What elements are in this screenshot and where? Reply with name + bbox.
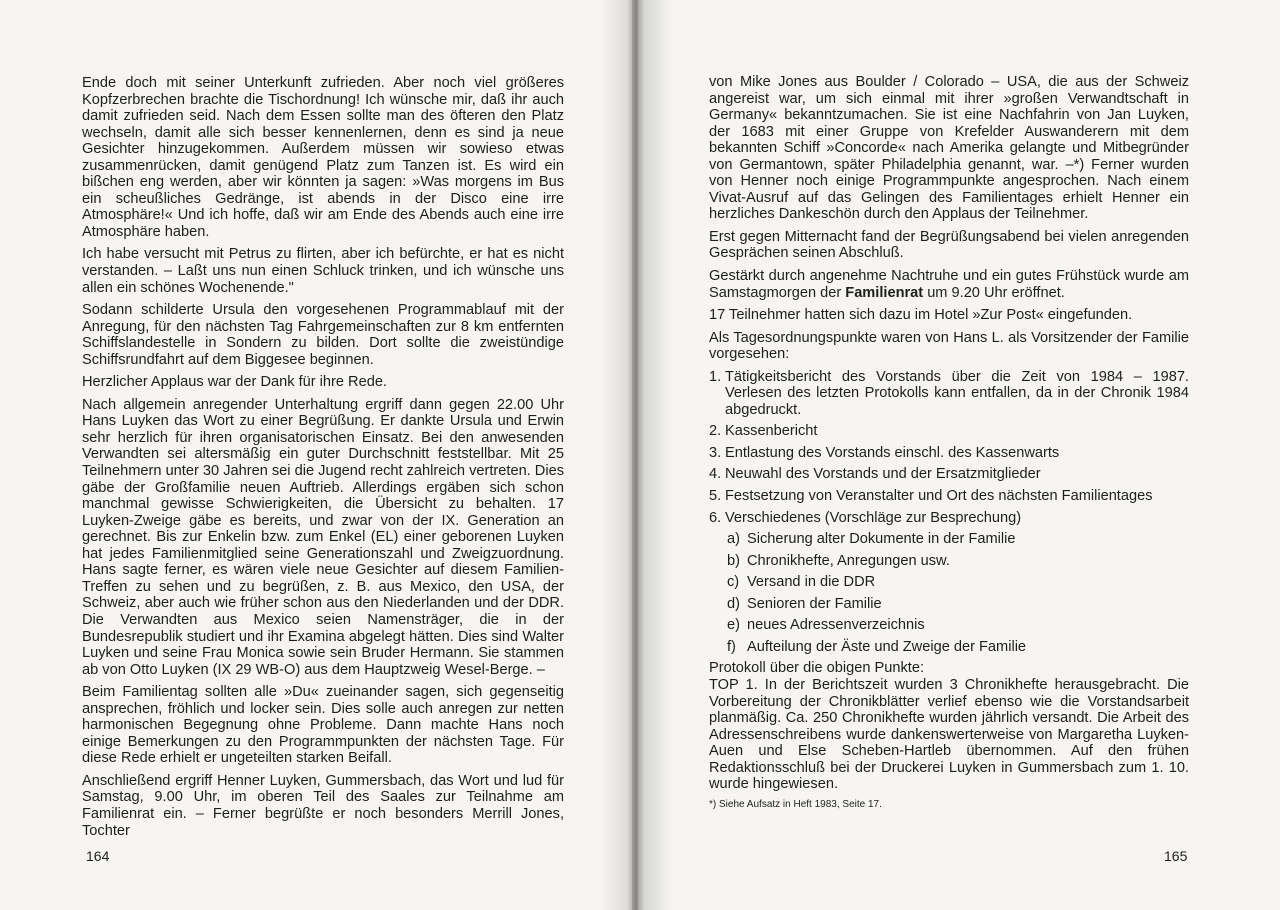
- agenda-subitem: [727, 574, 1189, 591]
- text-run: um 9.20 Uhr eröffnet.: [923, 284, 1065, 301]
- subitem-text: Versand in die DDR: [747, 574, 876, 591]
- agenda-number: 4.: [709, 466, 722, 483]
- agenda-subitem: [727, 596, 1189, 613]
- agenda-item: [709, 445, 1189, 462]
- subitem-text: neues Adressenverzeichnis: [747, 617, 925, 634]
- page-number: 164: [86, 848, 110, 864]
- footnote: *) Siehe Aufsatz in Heft 1983, Seite 17.: [709, 798, 882, 810]
- agenda-text: Tätigkeitsbericht des Vorstands über die Zeit von 1984 – 1987. Verlesen des letzten Protokolls kann entfallen, da in der Chronik 1984 abgedruckt.: [725, 368, 1189, 418]
- agenda-text: Entlastung des Vorstands einschl. des Kassenwarts: [725, 444, 1060, 461]
- paragraph: Erst gegen Mitternacht fand der Begrüßungsabend bei vielen anregenden Gesprächen seinen Abschluß.: [709, 228, 1189, 262]
- paragraph: Ich habe versucht mit Petrus zu flirten, aber ich befürchte, er hat es nicht verstanden. – Laßt uns nun einen Schluck trinken, und ich wünsche uns allen ein schönes Wochenende.": [82, 246, 564, 296]
- agenda-text: Festsetzung von Veranstalter und Ort des nächsten Familientages: [725, 488, 1153, 505]
- paragraph: Als Tagesordnungspunkte waren von Hans L. als Vorsitzender der Familie vorgesehen:: [709, 329, 1189, 363]
- agenda-list: [709, 369, 1189, 526]
- subitem-letter: e): [727, 617, 740, 634]
- subitem-text: Chronikhefte, Anregungen usw.: [747, 552, 950, 569]
- paragraph: 17 Teilnehmer hatten sich dazu im Hotel »Zur Post« eingefunden.: [709, 307, 1133, 324]
- subitem-text: Senioren der Familie: [747, 595, 882, 612]
- paragraph: von Mike Jones aus Boulder / Colorado – USA, die aus der Schweiz angereist war, um sich einmal mit ihrer »großen Verwandtschaft in Germany« bekanntzumachen. Sie ist eine Nachfahrin von Jan Luyken, der 1683 mit einer Gruppe von Krefelder Auswanderern mit dem bekannten Schiff »Concorde« nach Amerika gelangte und Mitbegründer von Germantown, später Philadelphia genannt, war. –*) Ferner wurden von Henner noch einige Programmpunkte angesprochen. Nach einem Vivat-Ausruf auf das Gelingen des Familientages erhielt Henner ein herzliches Dankeschön durch den Applaus der Teilnehmer.: [709, 74, 1189, 223]
- agenda-subitem: [727, 617, 1189, 634]
- left-text-column: [82, 75, 564, 845]
- page-number: 165: [1164, 848, 1188, 864]
- bold-term: Familienrat: [845, 284, 924, 301]
- agenda-number: 3.: [709, 444, 722, 461]
- subitem-text: Sicherung alter Dokumente in der Familie: [747, 531, 1016, 548]
- protocol-heading: Protokoll über die obigen Punkte:: [709, 660, 924, 677]
- paragraph: Nach allgemein anregender Unterhaltung ergriff dann gegen 22.00 Uhr Hans Luyken das Wort zu einer Begrüßung. Er dankte Ursula und Erwin sehr herzlich für ihren organisatorischen Einsatz. Bei den anwesenden Verwandten sei altersmäßig ein guter Durchschnitt feststellbar. Mit 25 Teilnehmern unter 30 Jahren sei die Jugend recht zahlreich vertreten. Dies gäbe der Großfamilie neuen Auftrieb. Allerdings ergäben sich schon manchmal gewisse Schwierigkeiten, die Übersicht zu behalten. 17 Luyken-Zweige gäbe es bereits, und zwar von der IX. Generation an gerechnet. Bis zur Enkelin bzw. zum Enkel (EL) einer geborenen Luyken hat jedes Familienmitglied seine Generationszahl und Zweigzuordnung. Hans sagte ferner, es wären viele neue Gesichter auf diesem Familien-Treffen zu sehen und zu begrüßen, z. B. aus Mexico, den USA, der Schweiz, aber auch wie früher schon aus den Niederlanden und der DDR. Die Verwandten aus Mexico seien Namensträger, die in der Bundesrepublik studiert und ihr Examina abgelegt hätten. Dies sind Walter Luyken und seine Frau Monica sowie sein Bruder Hermann. Sie stammen ab von Otto Luyken (IX 29 WB-O) aus dem Hauptzweig Wesel-Berge. –: [82, 396, 564, 678]
- subitem-text: Aufteilung der Äste und Zweige der Familie: [747, 638, 1027, 655]
- agenda-item: [709, 369, 1189, 419]
- subitem-letter: f): [727, 638, 736, 655]
- agenda-text: Verschiedenes (Vorschläge zur Besprechung): [725, 509, 1022, 526]
- agenda-item: [709, 423, 1189, 440]
- agenda-item: [709, 488, 1189, 505]
- subitem-letter: c): [727, 574, 740, 591]
- paragraph: Ende doch mit seiner Unterkunft zufrieden. Aber noch viel größeres Kopfzerbrechen brachte die Tischordnung! Ich wünsche mir, daß ihr auch damit zufrieden seid. Nach dem Essen sollte man des öfteren den Platz wechseln, damit alle sich besser kennenlernen, denn es sind ja neue Gesichter hinzugekommen. Außerdem müssen wir sowieso etwas zusammenrücken, damit genügend Platz zum Tanzen ist. Es wird ein bißchen eng werden, aber wir könnten ja sagen: »Was morgens im Bus ein scheußliches Gedränge, ist abends in der Disco eine irre Atmosphäre!« Und ich hoffe, daß wir am Ende des Abends auch eine irre Atmosphäre haben.: [82, 75, 564, 240]
- agenda-item: [709, 466, 1189, 483]
- agenda-text: Neuwahl des Vorstands und der Ersatzmitglieder: [725, 466, 1041, 483]
- right-text-column: [709, 74, 1189, 811]
- paragraph: Beim Familientag sollten alle »Du« zueinander sagen, sich gegenseitig ansprechen, fröhlich und locker sein. Dies solle auch anregen zur netten harmonischen Begegnung ohne Probleme. Dann machte Hans noch einige Bemerkungen zu den Programmpunkten der nächsten Tage. Für diese Rede erhielt er ungeteilten starken Beifall.: [82, 684, 564, 767]
- paragraph: Sodann schilderte Ursula den vorgesehenen Programmablauf mit der Anregung, für den nächsten Tag Fahrgemeinschaften zur 8 km entfernten Schiffslandestelle in Sondern zu bilden. Dort sollte die zweistündige Schiffsrundfahrt auf dem Biggesee beginnen.: [82, 302, 564, 368]
- agenda-subitem: [727, 639, 1189, 656]
- subitem-letter: b): [727, 552, 740, 569]
- agenda-number: 6.: [709, 509, 722, 526]
- agenda-subitems: [709, 531, 1189, 655]
- agenda-item: [709, 510, 1189, 527]
- agenda-number: 5.: [709, 488, 722, 505]
- agenda-number: 2.: [709, 423, 722, 440]
- paragraph: Anschließend ergriff Henner Luyken, Gummersbach, das Wort und lud für Samstag, 9.00 Uhr, im oberen Teil des Saales zur Teilnahme am Familienrat ein. – Ferner begrüßte er noch besonders Merrill Jones, Tochter: [82, 772, 564, 839]
- left-page: [0, 0, 632, 910]
- paragraph: Herzlicher Applaus war der Dank für ihre Rede.: [82, 374, 387, 391]
- agenda-subitem: [727, 553, 1189, 570]
- paragraph: [709, 268, 1189, 301]
- right-page: [638, 0, 1280, 910]
- agenda-number: 1.: [709, 368, 722, 385]
- subitem-letter: d): [727, 595, 740, 612]
- subitem-letter: a): [727, 531, 740, 548]
- agenda-subitem: [727, 531, 1189, 548]
- agenda-text: Kassenbericht: [725, 423, 818, 440]
- text-run: Gestärkt durch angenehme Nachtruhe und ein gutes Frühstück wurde am Samstagmorgen der: [709, 268, 1189, 301]
- paragraph: TOP 1. In der Berichtszeit wurden 3 Chronikhefte herausgebracht. Die Vorbereitung der Chronikblätter verlief ebenso wie die Vorstandsarbeit planmäßig. Ca. 250 Chronikhefte wurden jährlich versandt. Die Arbeit des Adressenschreibens wurde dankenswerterweise von Margaretha Luyken-Auen und Else Scheben-Hartleb übernommen. Auf den frühen Redaktionsschluß bei der Druckerei Luyken in Gummersbach zum 1. 10. wurde hingewiesen.: [709, 676, 1189, 793]
